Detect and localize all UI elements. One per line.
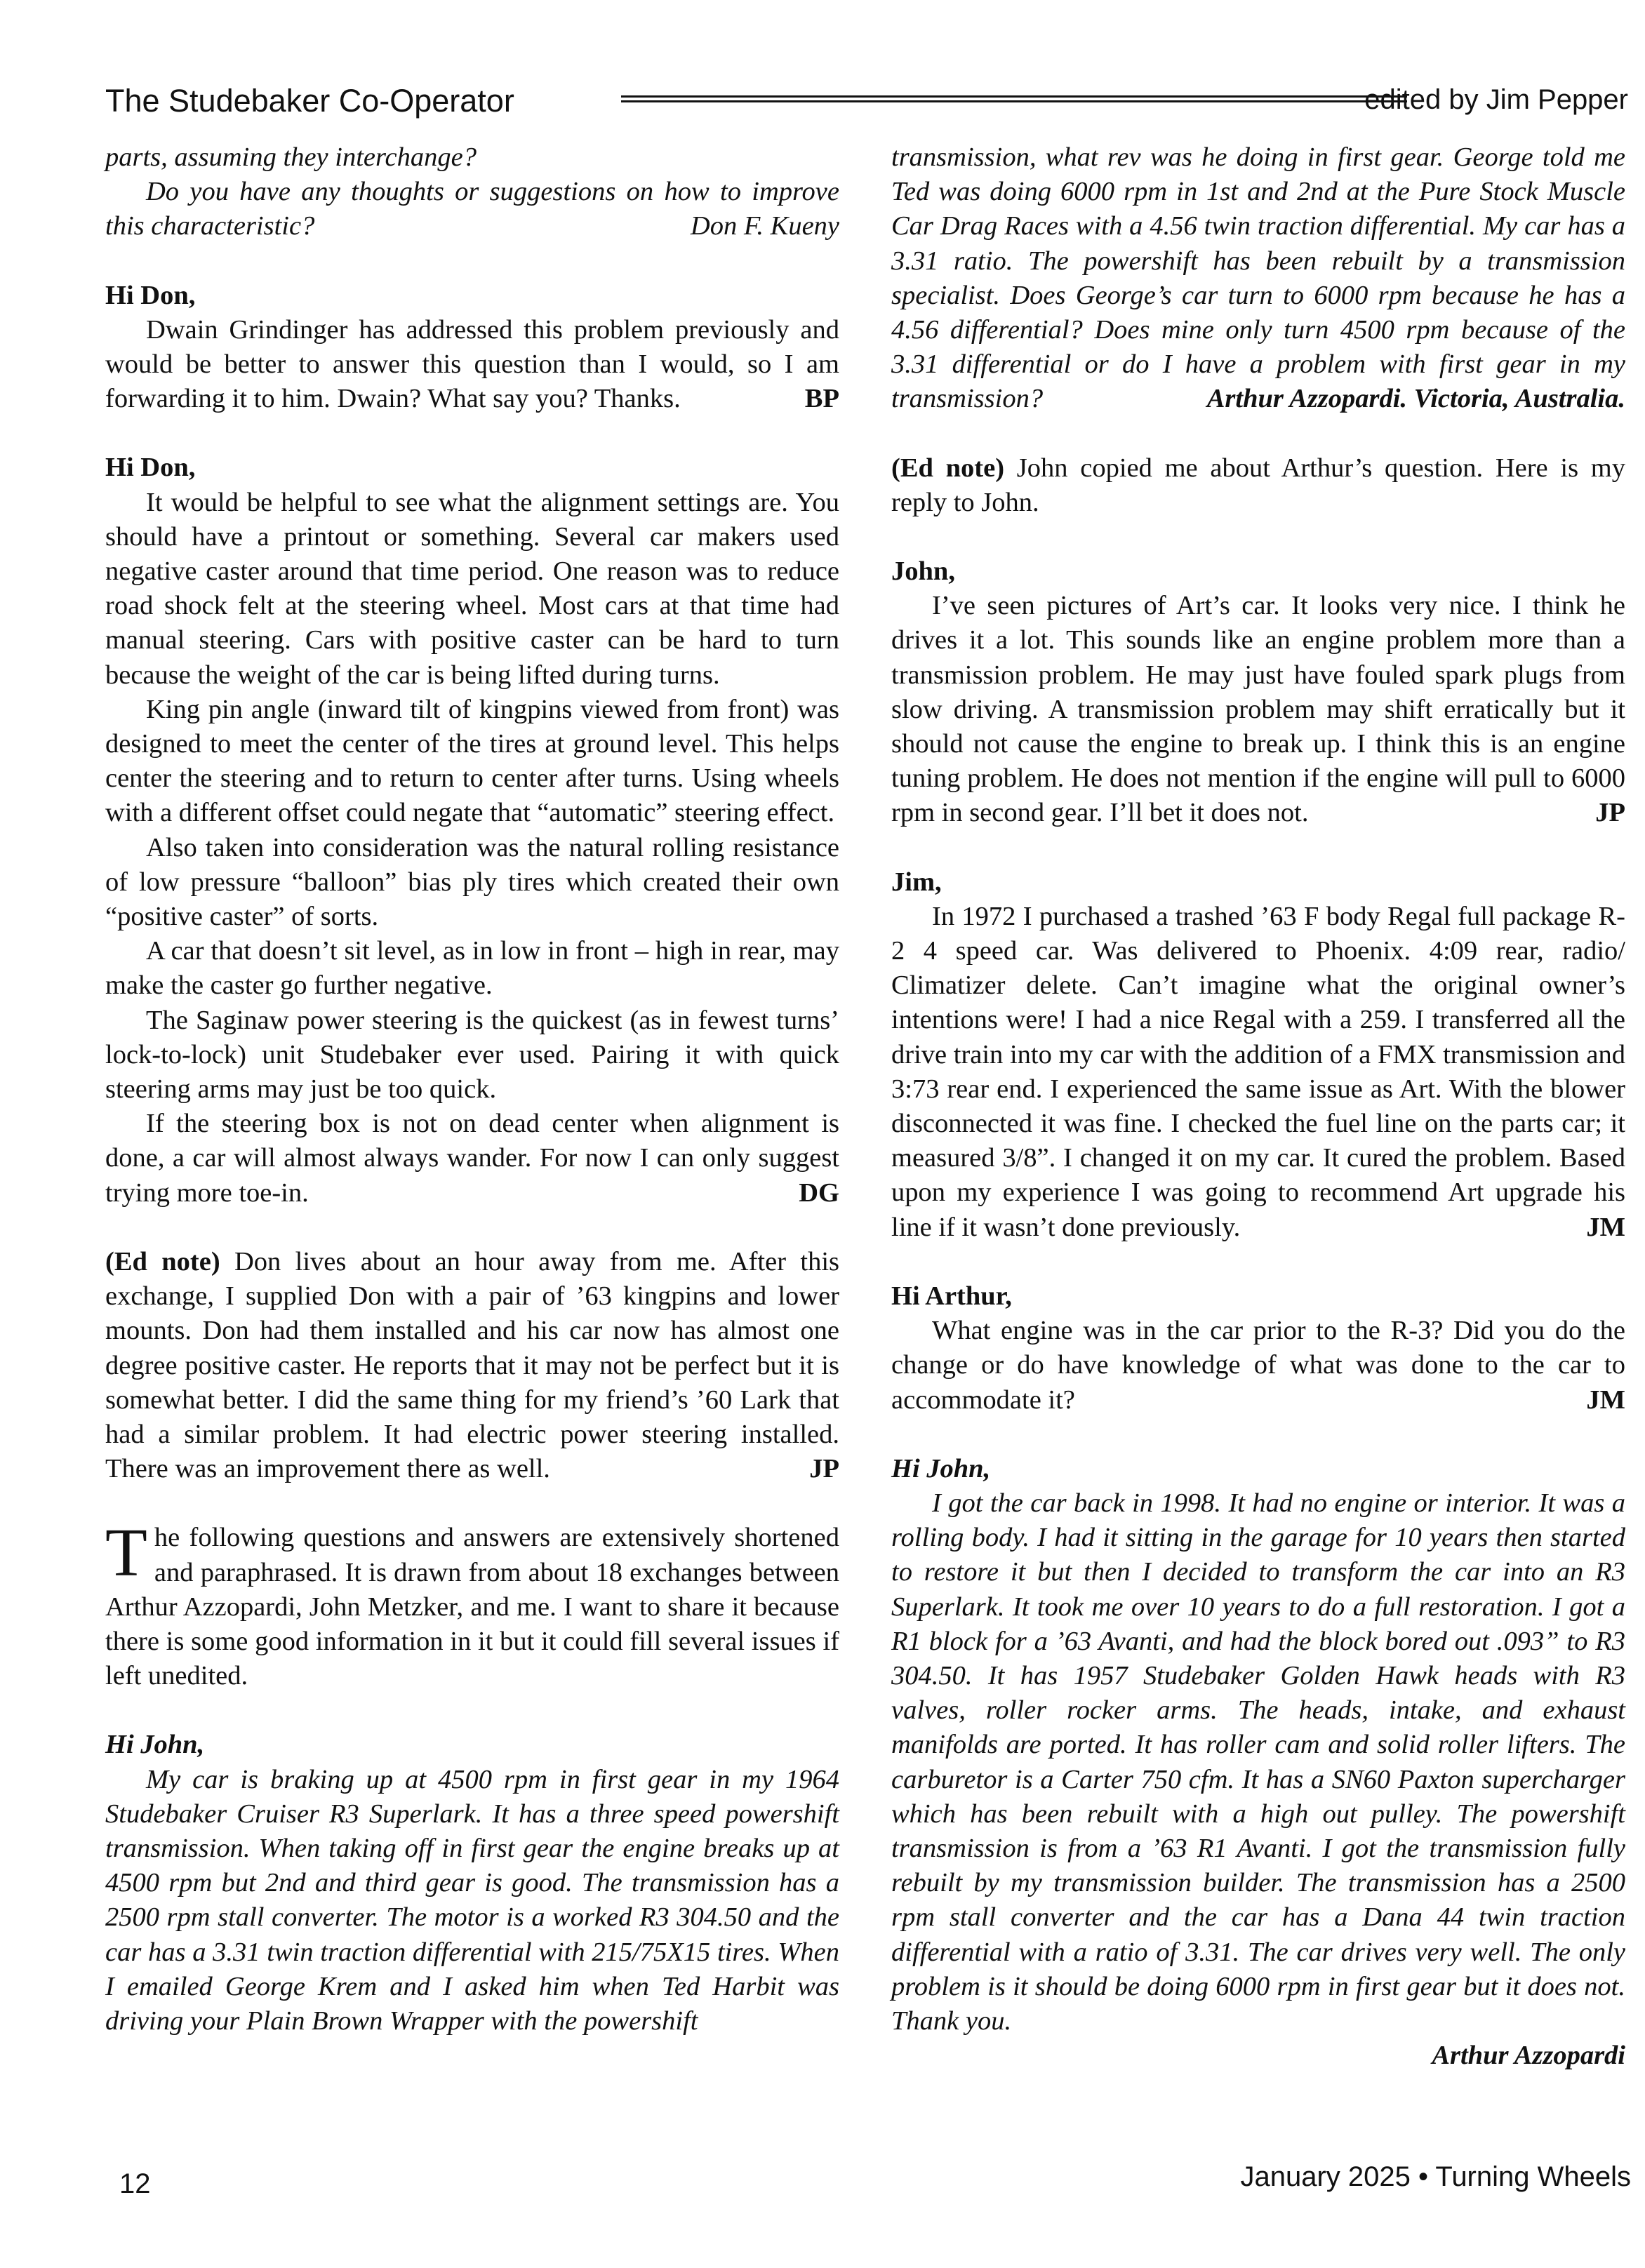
signature: JP — [809, 1454, 839, 1484]
paragraph: parts, assuming they interchange? — [105, 142, 477, 172]
paragraph: The Saginaw power steering is the quickest (as in fewest turns’ lock-to-lock) unit Studebaker ever used. Pairing it with quick steering arms may just be too quick. — [105, 1005, 839, 1105]
salutation: Hi Don, — [105, 280, 196, 310]
paragraph: It would be helpful to see what the alignment settings are. You should have a printout or something. Several car makers used negative caster around that time period. One reason was to reduce road shock felt at the steering wheel. Most cars at that time had manual steering. Cars with positive caster can be hard to turn because the weight of the car is being lifted during turns. — [105, 487, 839, 690]
signature: JP — [1595, 798, 1625, 828]
salutation: John, — [891, 556, 955, 587]
paragraph — [105, 313, 839, 417]
paragraph: I got the car back in 1998. It had no engine or interior. It was a rolling body. I had it sitting in the garage for 10 years then started to restore it but then I decided to transform the car into an R3 Superlark. It took me over 10 years to do a full restoration. I got a R1 block for a ’63 Avanti, and had the block bored out .093” to R3 304.50. It has 1957 Studebaker Golden Hawk heads with R3 valves, roller rocker arms. The heads, intake, and exhaust manifolds are ported. It has roller cam and solid roller lifters. The carburetor is a Carter 750 cfm. It has a SN60 Paxton supercharger which has been rebuilt with a high out pulley. The powershift transmission is from a ’63 R1 Avanti. I got the transmission fully rebuilt by my transmission builder. The transmission has a 2500 rpm stall converter and the car has a Dana 44 twin traction differential with a ratio of 3.31. The car drives very well. The only problem is it should be doing 6000 rpm in first gear but it does not. Thank you. — [891, 1488, 1625, 2036]
issue-footer: January 2025 • Turning Wheels — [1240, 2161, 1631, 2192]
signature: DG — [799, 1178, 839, 1208]
signature: Don F. Kueny — [690, 211, 839, 241]
paragraph-text: If the steering box is not on dead center when alignment is done, a car will almost always wander. For now I can only suggest trying more toe-in. — [105, 1109, 839, 1208]
column-editor: edited by Jim Pepper — [1364, 84, 1628, 115]
header-double-rule — [621, 95, 1407, 102]
intro-paragraph — [105, 1515, 839, 1693]
editor-note-text: Don lives about an hour away from me. After this exchange, I supplied Don with a pair of ’63 kingpins and lower mounts. Don had them installed and his car now has almost one degree positive caster. He reports that it may not be perfect but it is somewhat better. I did the same thing for my friend’s ’60 Lark that had a similar problem. It had electric power steering installed. There was an improvement there as well. — [105, 1246, 839, 1484]
signature: JM — [1586, 1385, 1625, 1415]
paragraph-text: Do you have any thoughts or suggestions on how to improve this characteristic? — [105, 177, 839, 241]
column-title: The Studebaker Co-Operator — [105, 83, 514, 119]
paragraph-text: In 1972 I purchased a trashed ’63 F body Regal full package R-2 4 speed car. Was delivered to Phoenix. 4:09 rear, radio/ Climatizer delete. Can’t imagine what the original owner’s intentions were! I had a nice Regal with a 259. I transferred all the drive train into my car with the addition of a FMX transmission and 3:73 rear end. I experienced the same issue as Art. With the blower disconnected it was fine. I checked the fuel line on the parts car; it measured 3/8”. I changed it on my car. It cured the problem. Based upon my experience I was going to recommend Art upgrade his line if it wasn’t done previously. — [891, 901, 1625, 1242]
editor-note-label: (Ed note) — [891, 453, 1005, 483]
paragraph — [105, 175, 839, 244]
salutation: Hi John, — [891, 1453, 991, 1483]
signature: JM — [1586, 1212, 1625, 1242]
editor-note-label: (Ed note) — [105, 1246, 220, 1276]
paragraph: My car is braking up at 4500 rpm in first gear in my 1964 Studebaker Cruiser R3 Superlark. It has a three speed powershift transmission. When taking off in first gear the engine breaks up at 4500 rpm but 2nd and third gear is good. The transmission has a 2500 rpm stall converter. The motor is a worked R3 304.50 and the car has a 3.31 twin traction differential with 215/75X15 tires. When I emailed George Krem and I asked him when Ted Harbit was driving your Plain Brown Wrapper with the powershift — [105, 1764, 839, 2036]
paragraph — [891, 1314, 1625, 1418]
paragraph-text: What engine was in the car prior to the R-3? Did you do the change or do have knowledge of what was done to the car to accommodate it? — [891, 1316, 1625, 1415]
editor-note — [891, 451, 1625, 520]
drop-cap: T — [105, 1515, 147, 1592]
paragraph-text: Dwain Grindinger has addressed this problem previously and would be better to answer this question than I would, so I am forwarding it to him. Dwain? What say you? Thanks. — [105, 314, 839, 414]
salutation: Jim, — [891, 867, 942, 897]
paragraph — [891, 140, 1625, 417]
paragraph — [105, 1107, 839, 1210]
signature: BP — [804, 384, 839, 414]
salutation: Hi Don, — [105, 453, 196, 483]
paragraph: A car that doesn’t sit level, as in low in front – high in rear, may make the caster go further negative. — [105, 936, 839, 1001]
page-number: 12 — [119, 2168, 151, 2199]
right-column — [891, 140, 1625, 2073]
editor-note — [105, 1245, 839, 1486]
paragraph: King pin angle (inward tilt of kingpins viewed from front) was designed to meet the center of the tires at ground level. This helps center the steering and to return to center after turns. Using wheels with a different offset could negate that “automatic” steering effect. — [105, 694, 839, 828]
editor-note-text: John copied me about Arthur’s question. Here is my reply to John. — [891, 453, 1625, 517]
paragraph: Also taken into consideration was the natural rolling resistance of low pressure “balloon” bias ply tires which created their own “positive caster” of sorts. — [105, 832, 839, 932]
salutation: Hi John, — [105, 1730, 205, 1760]
signature: Arthur Azzopardi — [1432, 2041, 1625, 2071]
left-column — [105, 140, 839, 2039]
paragraph — [891, 589, 1625, 830]
paragraph-text: he following questions and answers are extensively shortened and paraphrased. It is drawn from about 18 exchanges between Arthur Azzopardi, John Metzker, and me. I want to share it because there is some good information in it but it could fill several issues if left unedited. — [105, 1523, 839, 1691]
paragraph — [891, 900, 1625, 1245]
paragraph-text: transmission, what rev was he doing in first gear. George told me Ted was doing 6000 rpm in 1st and 2nd at the Pure Stock Muscle Car Drag Races with a 4.56 twin traction differential. My car has a 3.31 ratio. The powershift has been rebuilt by a transmission specialist. Does George’s car turn to 6000 rpm because he has a 4.56 differential? Does mine only turn 4500 rpm because of the 3.31 differential or do I have a problem with first gear in my transmission? — [891, 142, 1625, 414]
salutation: Hi Arthur, — [891, 1281, 1012, 1311]
signature: Arthur Azzopardi. Victoria, Australia. — [1206, 384, 1625, 414]
page-header — [105, 83, 1628, 125]
paragraph-text: I’ve seen pictures of Art’s car. It looks very nice. I think he drives it a lot. This sounds like an engine problem more than a transmission problem. He may just have fouled spark plugs from slow driving. A transmission problem may shift erratically but it should not cause the engine to break up. I think this is an engine tuning problem. He does not mention if the engine will pull to 6000 rpm in second gear. I’ll bet it does not. — [891, 591, 1625, 828]
